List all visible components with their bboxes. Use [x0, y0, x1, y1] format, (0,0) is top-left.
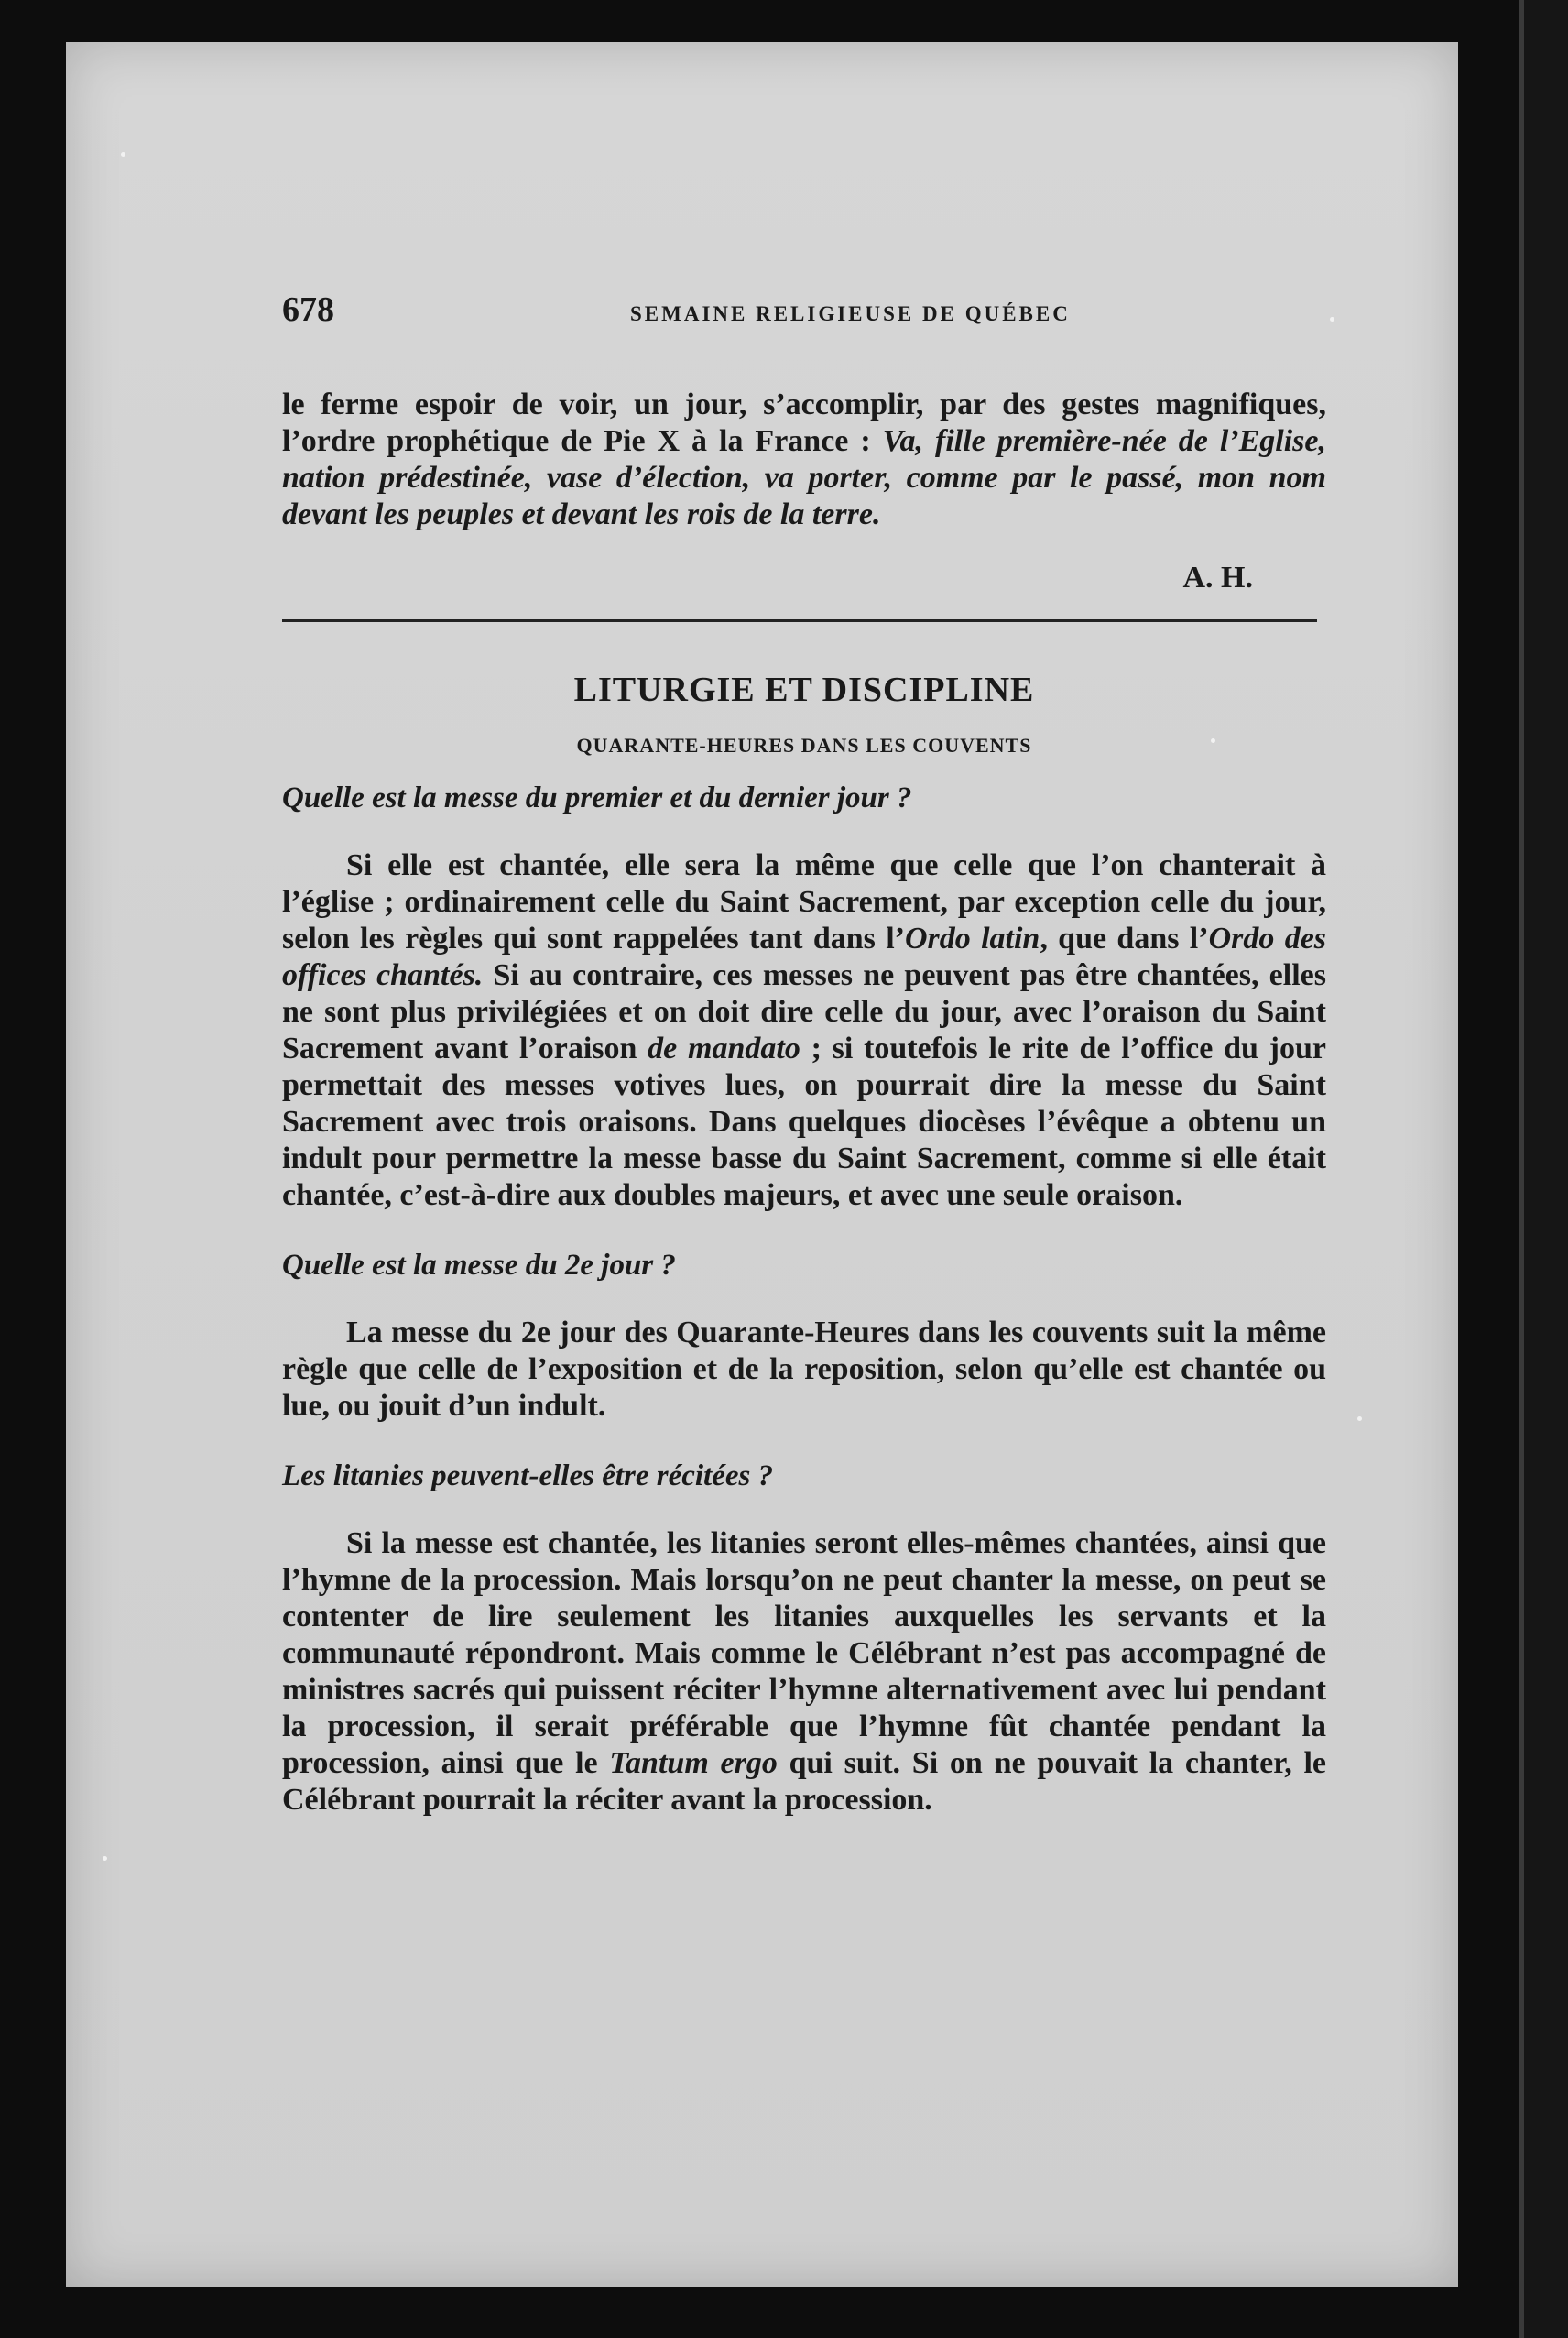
question-heading: Quelle est la messe du premier et du dernier jour ?	[282, 781, 912, 814]
author-signature: A. H.	[1182, 561, 1253, 595]
page-number: 678	[282, 290, 334, 329]
answer-paragraph: Si elle est chantée, elle sera la même que celle que l’on chanterait à l’église ; ordinairement celle du Saint Sacrement, par exception celle du jour, selon les règles qui sont rappelées tant dans l’Ordo latin, que dans l’Ordo des offices chantés. Si au contraire, ces messes ne peuvent pas être chantées, elles ne sont plus privilégiées et on doit dire celle du jour, avec l’oraison du Saint Sacrement avant l’oraison de mandato ; si toutefois le rite de l’office du jour permettait des messes votives lues, on pourrait dire la messe du Saint Sacrement avec trois oraisons. Dans quelques diocèses l’évêque a obtenu un indult pour permettre la messe basse du Saint Sacrement, comme si elle était chantée, c’est-à-dire aux doubles majeurs, et avec une seule oraison.	[282, 848, 1327, 1212]
running-title: SEMAINE RELIGIEUSE DE QUÉBEC	[630, 302, 1071, 325]
intro-quotation: Va, fille première-née de l’Eglise, nation prédestinée, vase d’élection, va porter, comme par le passé, mon nom devant les peuples et devant les rois de la terre.	[282, 424, 1326, 531]
section-divider	[282, 619, 1317, 622]
answer-paragraph: Si la messe est chantée, les litanies seront elles-mêmes chantées, ainsi que l’hymne de la procession. Mais lorsqu’on ne peut chanter la messe, on peut se contenter de lire seulement les litanies auxquelles les servants et la communauté répondront. Mais comme le Célébrant n’est pas accompagné de ministres sacrés qui puissent réciter l’hymne alternativement avec lui pendant la procession, il serait préférable que l’hymne fût chantée pendant la procession, ainsi que le Tantum ergo qui suit. Si on ne pouvait la chanter, le Célébrant pourrait la réciter avant la procession.	[282, 1526, 1326, 1817]
answer-paragraph: La messe du 2e jour des Quarante-Heures dans les couvents suit la même règle que celle de l’exposition et de la reposition, selon qu’elle est chantée ou lue, ou jouit d’un indult.	[282, 1316, 1326, 1423]
scanned-page	[66, 42, 1458, 2287]
running-header	[282, 290, 1198, 335]
adjacent-page-edge	[1519, 0, 1568, 2338]
section-title: LITURGIE ET DISCIPLINE	[573, 671, 1035, 709]
intro-text: le ferme espoir de voir, un jour, s’accomplir, par des gestes magnifiques, l’ordre prophétique de Pie X à la France :	[282, 388, 1326, 458]
question-heading: Les litanies peuvent-elles être récitées ?	[282, 1459, 774, 1492]
intro-paragraph	[282, 387, 1326, 533]
page-content	[282, 387, 1326, 1819]
section-subtitle: QUARANTE-HEURES DANS LES COUVENTS	[576, 734, 1032, 757]
question-heading: Quelle est la messe du 2e jour ?	[282, 1249, 676, 1282]
